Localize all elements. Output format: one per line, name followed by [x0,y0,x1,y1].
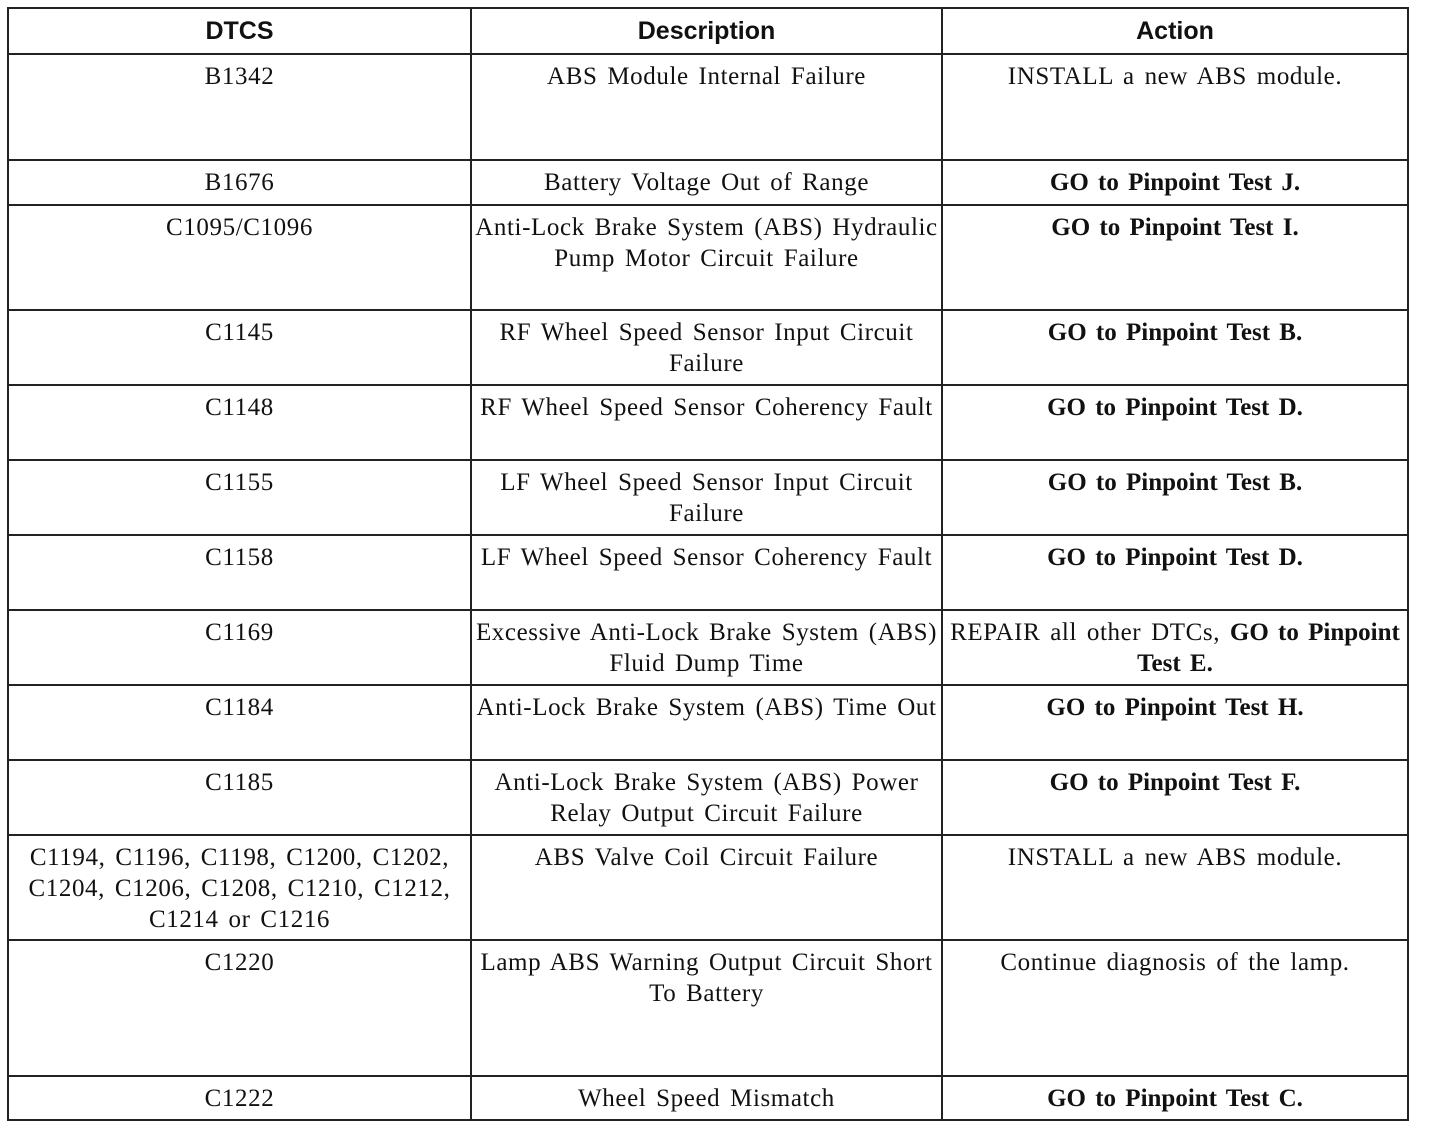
action-cell [942,205,1408,310]
description-cell: Battery Voltage Out of Range [471,160,942,205]
dtc-cell: C1194, C1196, C1198, C1200, C1202, C1204, C1206, C1208, C1210, C1212, C1214 or C1216 [8,835,471,940]
action-cell [942,1076,1408,1120]
dtc-cell: C1169 [8,610,471,685]
dtc-table [7,7,1409,1121]
description-cell: Anti-Lock Brake System (ABS) Hydraulic Pump Motor Circuit Failure [471,205,942,310]
description-cell: RF Wheel Speed Sensor Coherency Fault [471,385,942,460]
action-cell [942,610,1408,685]
description-cell: Wheel Speed Mismatch [471,1076,942,1120]
action-link-text: GO to Pinpoint Test J. [1049,169,1301,196]
dtc-cell: C1158 [8,535,471,610]
description-cell: RF Wheel Speed Sensor Input Circuit Failure [471,310,942,385]
table-row [8,385,1408,460]
action-link-text: GO to Pinpoint Test H. [1046,694,1304,721]
table-row [8,610,1408,685]
action-cell [942,54,1408,160]
table-row [8,835,1408,940]
action-cell [942,385,1408,460]
table-row [8,310,1408,385]
action-link-text: GO to Pinpoint Test D. [1047,544,1303,571]
dtc-cell: C1145 [8,310,471,385]
table-row [8,460,1408,535]
dtc-cell: B1676 [8,160,471,205]
action-cell [942,310,1408,385]
table-row [8,1076,1408,1120]
description-cell: ABS Valve Coil Circuit Failure [471,835,942,940]
action-link-text: GO to Pinpoint Test B. [1047,469,1303,496]
action-cell [942,940,1408,1076]
action-cell [942,460,1408,535]
table-row [8,205,1408,310]
action-link-text: GO to Pinpoint Test B. [1047,319,1303,346]
dtc-cell: B1342 [8,54,471,160]
action-link-text: GO to Pinpoint Test I. [1051,214,1299,241]
table-row [8,685,1408,760]
action-link-text: GO to Pinpoint Test C. [1047,1085,1303,1112]
action-text: REPAIR all other DTCs, [950,619,1230,646]
action-text: INSTALL a new ABS module. [1007,844,1343,871]
action-link-text: GO to Pinpoint Test D. [1047,394,1303,421]
description-cell: Excessive Anti-Lock Brake System (ABS) Fluid Dump Time [471,610,942,685]
description-cell: Lamp ABS Warning Output Circuit Short To Battery [471,940,942,1076]
dtc-cell: C1222 [8,1076,471,1120]
action-cell [942,160,1408,205]
action-cell [942,535,1408,610]
dtc-cell: C1155 [8,460,471,535]
header-row [8,8,1408,54]
description-cell: Anti-Lock Brake System (ABS) Power Relay Output Circuit Failure [471,760,942,835]
header-action: Action [942,8,1408,54]
action-link-text: GO to Pinpoint Test E. [1137,619,1400,677]
action-cell [942,835,1408,940]
dtc-cell: C1184 [8,685,471,760]
table-row [8,760,1408,835]
action-text: Continue diagnosis of the lamp. [1000,949,1350,976]
description-cell: LF Wheel Speed Sensor Input Circuit Failure [471,460,942,535]
action-text: INSTALL a new ABS module. [1007,63,1343,90]
dtc-cell: C1095/C1096 [8,205,471,310]
table-row [8,535,1408,610]
dtc-cell: C1148 [8,385,471,460]
dtc-cell: C1185 [8,760,471,835]
header-description: Description [471,8,942,54]
description-cell: Anti-Lock Brake System (ABS) Time Out [471,685,942,760]
action-cell [942,685,1408,760]
dtc-cell: C1220 [8,940,471,1076]
header-dtcs: DTCS [8,8,471,54]
table-row [8,940,1408,1076]
table-row [8,160,1408,205]
table-row [8,54,1408,160]
description-cell: ABS Module Internal Failure [471,54,942,160]
action-link-text: GO to Pinpoint Test F. [1049,769,1301,796]
description-cell: LF Wheel Speed Sensor Coherency Fault [471,535,942,610]
action-cell [942,760,1408,835]
